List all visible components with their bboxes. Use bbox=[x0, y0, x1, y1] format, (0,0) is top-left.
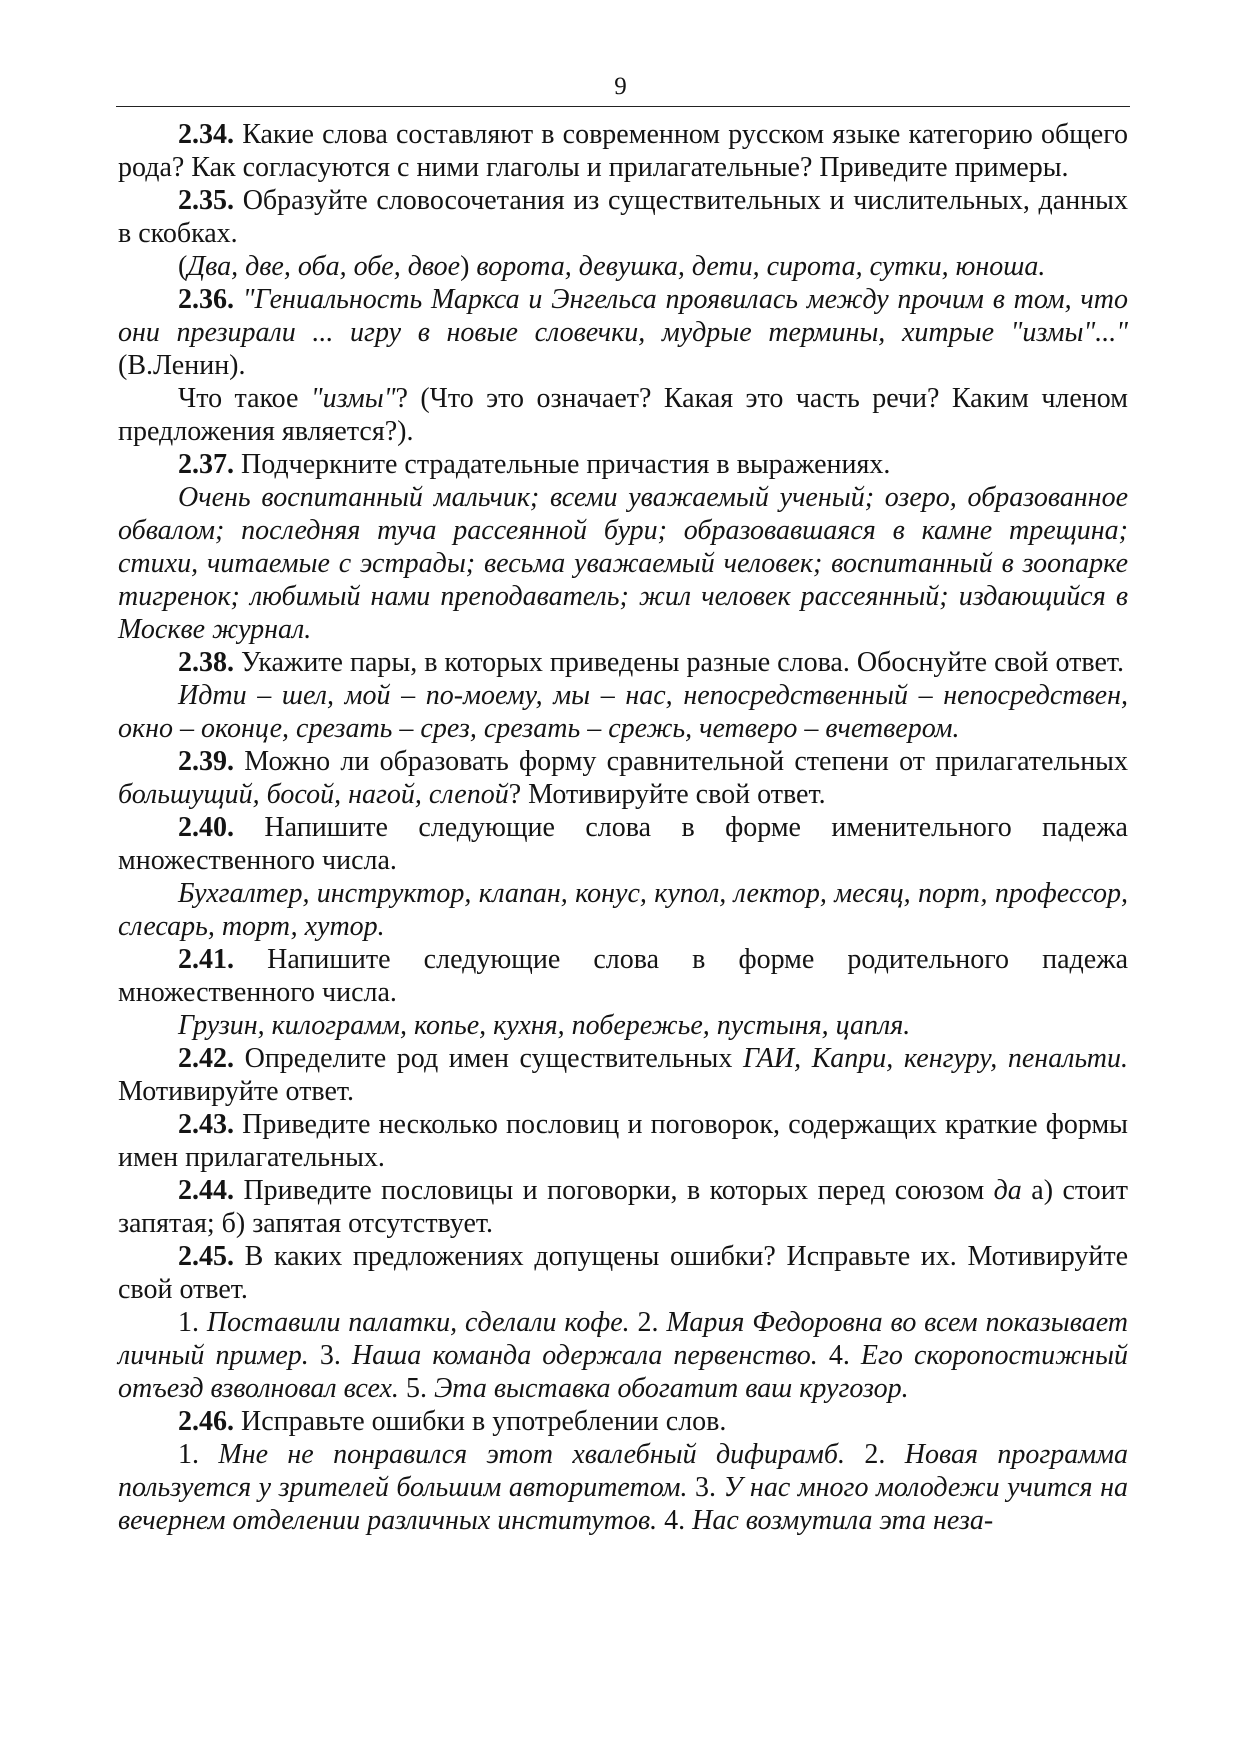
paragraph bbox=[118, 481, 1128, 646]
text-run: (В.Ленин). bbox=[118, 350, 246, 381]
text-run: Какие слова составляют в современном русском языке категорию общего рода? Как согласуются с ними глаголы и прилагательные? Приведите примеры. bbox=[118, 119, 1128, 183]
text-run: Определите род имен существительных bbox=[234, 1043, 743, 1074]
page-content bbox=[118, 118, 1128, 1537]
paragraph bbox=[118, 646, 1128, 679]
text-run: 1. bbox=[178, 1307, 207, 1338]
italic-text: Два, две, оба, обе, двое bbox=[187, 251, 461, 282]
text-run: Что такое bbox=[178, 383, 311, 414]
task-number: 2.39. bbox=[178, 746, 234, 777]
text-run: ? Мотивируйте свой ответ. bbox=[508, 779, 826, 810]
paragraph bbox=[118, 1405, 1128, 1438]
paragraph bbox=[118, 811, 1128, 877]
text-run: Исправьте ошибки в употреблении слов. bbox=[234, 1406, 727, 1437]
text-run: Напишите следующие слова в форме именительного падежа множественного числа. bbox=[118, 812, 1128, 876]
text-run: Укажите пары, в которых приведены разные слова. Обоснуйте свой ответ. bbox=[234, 647, 1124, 678]
italic-text: "измы" bbox=[310, 383, 396, 414]
task-number: 2.36. bbox=[178, 284, 234, 315]
italic-text: Его скоропостижный отъезд взволновал всех. bbox=[118, 1340, 1128, 1404]
page-number: 9 bbox=[614, 73, 627, 100]
italic-text: ворота, девушка, дети, сирота, сутки, юноша. bbox=[476, 251, 1046, 282]
text-run bbox=[234, 284, 243, 315]
task-number: 2.40. bbox=[178, 812, 234, 843]
task-number: 2.35. bbox=[178, 185, 234, 216]
paragraph bbox=[118, 877, 1128, 943]
italic-text: да bbox=[993, 1175, 1022, 1206]
text-run: Можно ли образовать форму сравнительной степени от прилагательных bbox=[234, 746, 1128, 777]
text-run: 4. bbox=[817, 1340, 861, 1371]
paragraph bbox=[118, 1042, 1128, 1108]
italic-text: Мне не понравился этот хвалебный дифирамб. bbox=[218, 1439, 845, 1470]
paragraph bbox=[118, 448, 1128, 481]
italic-text: Новая программа пользуется у зрителей большим авторитетом. bbox=[118, 1439, 1129, 1503]
text-run: 1. bbox=[178, 1439, 219, 1470]
text-run: 2. bbox=[629, 1307, 667, 1338]
task-number: 2.41. bbox=[178, 944, 234, 975]
text-run: а) стоит запятая; б) запятая отсутствует. bbox=[118, 1175, 1128, 1239]
text-run: В каких предложениях допущены ошибки? Исправьте их. Мотивируйте свой ответ. bbox=[118, 1241, 1128, 1305]
text-run: Подчеркните страдательные причастия в выражениях. bbox=[234, 449, 891, 480]
paragraph bbox=[118, 1306, 1128, 1405]
text-run: Образуйте словосочетания из существительных и числительных, данных в скобках. bbox=[118, 185, 1128, 249]
italic-text: У нас много молодежи учится на вечернем отделении различных институтов. bbox=[118, 1472, 1128, 1536]
italic-text: Эта выставка обогатит ваш кругозор. bbox=[433, 1373, 909, 1404]
italic-text: Наша команда одержала первенство. bbox=[351, 1340, 818, 1371]
header-rule bbox=[116, 106, 1130, 107]
paragraph bbox=[118, 283, 1128, 382]
paragraph bbox=[118, 1108, 1128, 1174]
italic-text: Идти – шел, мой – по-моему, мы – нас, непосредственный – непосредствен, окно – оконце, срезать – срез, срезать – срежь, четверо – вчетвером. bbox=[118, 680, 1128, 744]
text-run: 3. bbox=[687, 1472, 724, 1503]
italic-text: большущий, босой, нагой, слепой bbox=[118, 779, 509, 810]
paragraph bbox=[118, 250, 1128, 283]
text-run: ? (Что это означает? Какая это часть речи? Каким членом предложения является?). bbox=[118, 383, 1128, 447]
paragraph bbox=[118, 184, 1128, 250]
paragraph bbox=[118, 382, 1128, 448]
task-number: 2.44. bbox=[178, 1175, 234, 1206]
italic-text: Очень воспитанный мальчик; всеми уважаемый ученый; озеро, образованное обвалом; последняя туча рассеянной бури; образовавшаяся в камне трещина; стихи, читаемые с эстрады; весьма уважаемый человек; воспитанный в зоопарке тигренок; любимый нами преподаватель; жил человек рассеянный; издающийся в Москве журнал. bbox=[118, 482, 1128, 645]
text-run: 3. bbox=[308, 1340, 352, 1371]
text-run: Напишите следующие слова в форме родительного падежа множественного числа. bbox=[118, 944, 1128, 1008]
text-run: 5. bbox=[398, 1373, 434, 1404]
text-run: 4. bbox=[657, 1505, 693, 1536]
paragraph bbox=[118, 1240, 1128, 1306]
task-number: 2.37. bbox=[178, 449, 234, 480]
paragraph bbox=[118, 118, 1128, 184]
text-run: ) bbox=[460, 251, 477, 282]
task-number: 2.45. bbox=[178, 1241, 234, 1272]
paragraph bbox=[118, 1174, 1128, 1240]
paragraph bbox=[118, 679, 1128, 745]
text-run: 2. bbox=[845, 1439, 905, 1470]
italic-text: Мария Федоровна во всем показывает личный пример. bbox=[118, 1307, 1129, 1371]
italic-text: Грузин, килограмм, копье, кухня, побережье, пустыня, цапля. bbox=[178, 1010, 911, 1041]
paragraph bbox=[118, 1438, 1128, 1537]
task-number: 2.38. bbox=[178, 647, 234, 678]
italic-text: Поставили палатки, сделали кофе. bbox=[206, 1307, 630, 1338]
paragraph bbox=[118, 1009, 1128, 1042]
italic-text: Нас возмутила эта неза- bbox=[692, 1505, 994, 1536]
paragraph bbox=[118, 745, 1128, 811]
paragraph bbox=[118, 943, 1128, 1009]
italic-text: ГАИ, Капри, кенгуру, пенальти. bbox=[742, 1043, 1128, 1074]
text-run: Мотивируйте ответ. bbox=[118, 1076, 355, 1107]
task-number: 2.34. bbox=[178, 119, 234, 150]
italic-text: Бухгалтер, инструктор, клапан, конус, купол, лектор, месяц, порт, профессор, слесарь, торт, хутор. bbox=[118, 878, 1128, 942]
task-number: 2.42. bbox=[178, 1043, 234, 1074]
text-run: Приведите пословицы и поговорки, в которых перед союзом bbox=[234, 1175, 994, 1206]
text-run: ( bbox=[178, 251, 188, 282]
task-number: 2.46. bbox=[178, 1406, 234, 1437]
task-number: 2.43. bbox=[178, 1109, 234, 1140]
italic-text: "Гениальность Маркса и Энгельса проявилась между прочим в том, что они презирали ... игру в новые словечки, мудрые термины, хитрые "измы"..." bbox=[118, 284, 1129, 348]
text-run: Приведите несколько пословиц и поговорок, содержащих краткие формы имен прилагательных. bbox=[118, 1109, 1128, 1173]
